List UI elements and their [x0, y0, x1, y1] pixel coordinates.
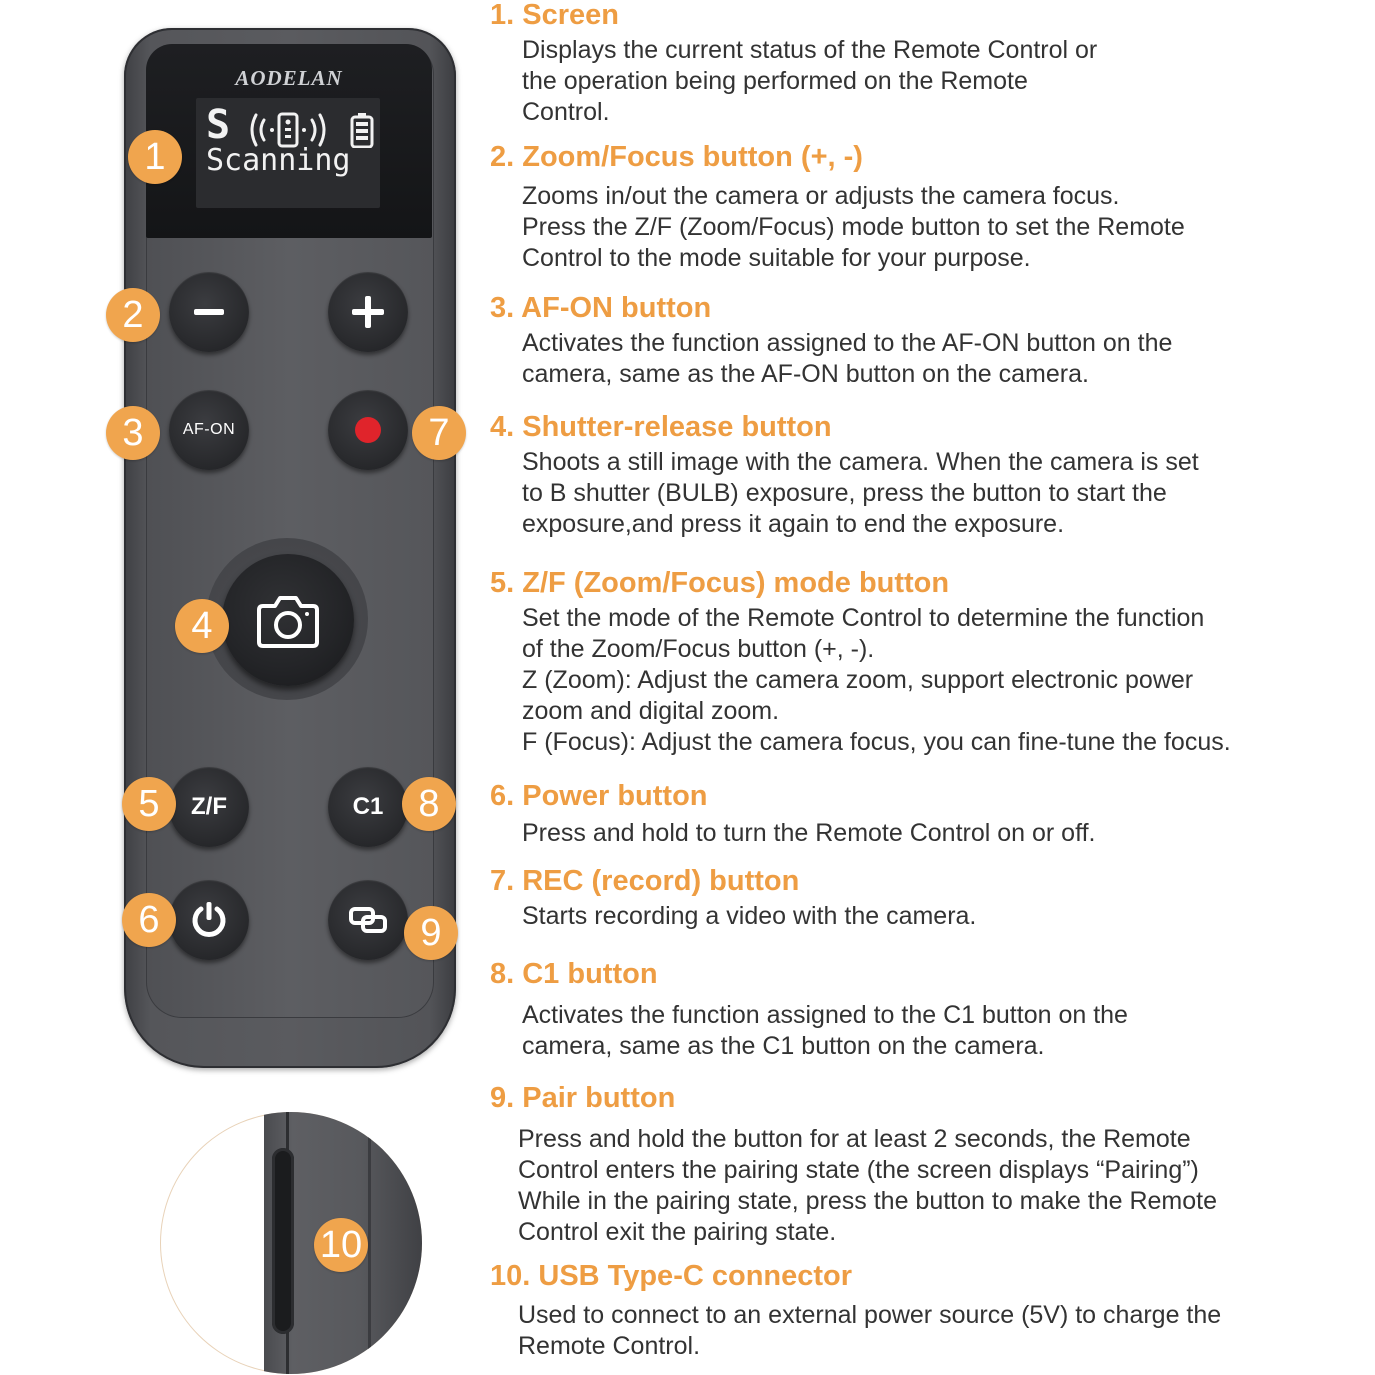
section-zf-mode [490, 568, 1350, 758]
side-groove [368, 1112, 371, 1374]
section-rec [490, 866, 1350, 932]
section-description: Press and hold to turn the Remote Control on or off. [522, 818, 1096, 847]
zoom-minus-button[interactable] [169, 272, 249, 352]
badge-2: 2 [106, 288, 160, 342]
section-title: 4. Shutter-release button [490, 411, 832, 443]
screen-mode-indicator: S [206, 102, 231, 148]
badge-9: 9 [404, 906, 458, 960]
minus-icon [192, 295, 226, 329]
section-usb [490, 1261, 1350, 1362]
usb-c-port [272, 1148, 294, 1334]
section-description: Activates the function assigned to the AF-ON button on the camera, same as the AF-ON button on the camera. [522, 328, 1173, 388]
screen-status-text: Scanning [206, 143, 351, 178]
power-icon [189, 900, 229, 940]
section-zoom-focus [490, 142, 1350, 274]
section-title: 1. Screen [490, 0, 619, 31]
section-title: 8. C1 button [490, 958, 658, 990]
section-title: 10. USB Type-C connector [490, 1260, 853, 1292]
section-title: 3. AF-ON button [490, 292, 712, 324]
badge-7: 7 [412, 406, 466, 460]
badge-3: 3 [106, 406, 160, 460]
section-screen [490, 0, 1350, 128]
section-description: Shoots a still image with the camera. When the camera is set to B shutter (BULB) exposure, press the button to start the exposure,and press it again to end the exposure. [522, 447, 1199, 538]
usb-port-closeup [160, 1112, 422, 1374]
af-on-button[interactable] [169, 390, 249, 470]
c1-label: C1 [352, 793, 384, 820]
section-description: Displays the current status of the Remote Control or the operation being performed on the Remote Control. [522, 35, 1098, 126]
section-af-on [490, 293, 1350, 390]
zf-label: Z/F [191, 793, 227, 820]
section-description: Used to connect to an external power source (5V) to charge the Remote Control. [518, 1300, 1222, 1360]
badge-10: 10 [314, 1218, 368, 1272]
section-power [490, 781, 1350, 849]
af-on-label: AF-ON [182, 421, 236, 438]
c1-button[interactable] [328, 767, 408, 847]
brand-logo: AODELAN [235, 66, 343, 90]
section-shutter [490, 412, 1350, 540]
section-description: Starts recording a video with the camera. [522, 901, 977, 930]
badge-1: 1 [128, 130, 182, 184]
section-description: Activates the function assigned to the C1 button on the camera, same as the C1 button on the camera. [522, 1000, 1128, 1060]
section-title: 6. Power button [490, 780, 708, 812]
record-button[interactable] [328, 390, 408, 470]
badge-8: 8 [402, 777, 456, 831]
section-pair [490, 1083, 1350, 1248]
zf-mode-button[interactable] [169, 767, 249, 847]
badge-4: 4 [175, 599, 229, 653]
record-dot-icon [355, 417, 381, 443]
section-c1 [490, 959, 1350, 1062]
shutter-release-button[interactable] [222, 554, 354, 686]
link-icon [348, 904, 388, 936]
plus-icon [350, 294, 386, 330]
section-description: Set the mode of the Remote Control to determine the function of the Zoom/Focus button (+, -). Z (Zoom): Adjust the camera zoom, support electronic power zoom and digital zoom. F (Focus): Adjust the camera focus, you can fine-tune the focus. [522, 603, 1231, 756]
badge-6: 6 [122, 893, 176, 947]
section-title: 7. REC (record) button [490, 865, 800, 897]
section-description: Press and hold the button for at least 2 seconds, the Remote Control enters the pairing state (the screen displays “Pairing”) While in the pairing state, press the button to make the Remote Control exit the pairing state. [518, 1124, 1217, 1246]
camera-icon [255, 590, 321, 650]
zoom-plus-button[interactable] [328, 272, 408, 352]
section-title: 5. Z/F (Zoom/Focus) mode button [490, 567, 950, 599]
pair-button[interactable] [328, 880, 408, 960]
section-title: 2. Zoom/Focus button (+, -) [490, 141, 863, 173]
section-description: Zooms in/out the camera or adjusts the camera focus. Press the Z/F (Zoom/Focus) mode button to set the Remote Control to the mode suitable for your purpose. [522, 181, 1185, 272]
section-title: 9. Pair button [490, 1082, 676, 1114]
battery-icon [350, 112, 374, 148]
badge-5: 5 [122, 777, 176, 831]
power-button[interactable] [169, 880, 249, 960]
